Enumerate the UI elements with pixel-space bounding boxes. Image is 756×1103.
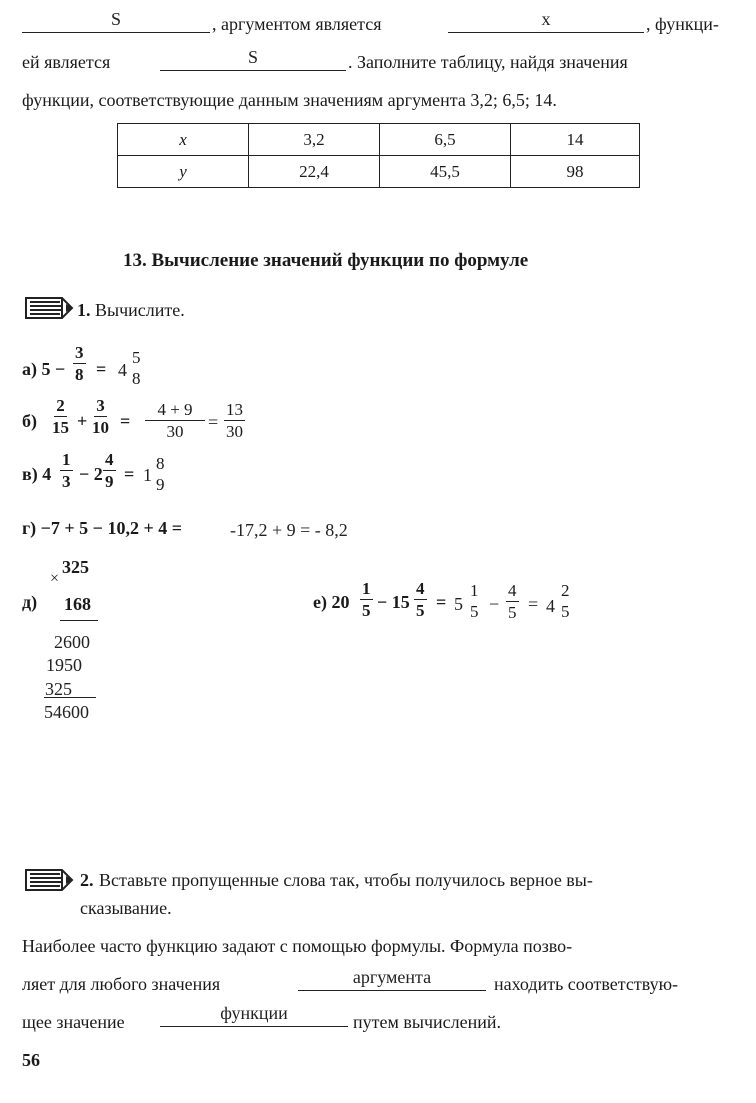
partial-product-1: 2600 [54,632,90,652]
blank-function-answer: функции [220,1003,288,1023]
intro-text-2: , функци- [646,14,719,34]
item-a-label: а) 5 − [22,359,66,379]
item-c-answer-whole: 1 [143,465,152,485]
table-cell: 3,2 [249,124,380,156]
multiply-sign: × [50,570,60,587]
task-2-number: 2. [80,870,94,890]
blank-argument-answer: аргумента [352,967,432,987]
item-f-fraction-1 [360,580,373,619]
equals-sign: = [96,359,107,379]
task-2-paragraph-3b: путем вычислений. [353,1012,502,1032]
item-c-label: в) 4 [22,464,52,484]
item-b-fraction-2 [90,397,111,436]
item-b-label: б) [22,411,37,431]
denominator: 9 [105,472,114,491]
value-table [117,123,640,188]
numerator: 3 [96,396,105,415]
denominator: 9 [156,475,165,494]
item-f-step-fraction-2 [506,582,519,621]
numerator: 13 [226,400,243,419]
item-e-label: д) [22,592,38,612]
multiplication-line [60,620,98,621]
denominator: 5 [416,601,425,620]
denominator: 5 [362,601,371,620]
section-title: 13. Вычисление значений функции по формуле [123,250,529,271]
task-1-text: Вычислите. [95,300,185,320]
table-cell: x [118,124,249,156]
equals-sign: = [208,412,219,432]
item-c-fraction-2 [103,451,116,490]
table-cell: 14 [511,124,640,156]
item-c-answer-fraction [154,455,167,493]
intro-text-4: . Заполните таблицу, найдя значения [348,52,628,72]
blank-argument[interactable] [298,968,486,991]
result-line [44,697,96,698]
numerator: 4 [416,579,425,598]
table-cell: 45,5 [380,156,511,188]
blank-3[interactable] [160,48,346,71]
item-b-fraction-1 [50,397,71,436]
task-1-number: 1. [77,300,91,320]
item-b-step-fraction [145,401,205,440]
denominator: 3 [62,472,71,491]
numerator: 1 [362,579,371,598]
intro-text-1: , аргументом является [212,14,382,34]
intro-text-3: ей является [22,52,111,72]
item-a-answer-whole: 4 [118,360,127,380]
task-2-text-1: Вставьте пропущенные слова так, чтобы получилось верное вы- [99,870,593,890]
denominator: 5 [508,603,517,622]
plus-sign: + [77,411,88,431]
table-cell: 22,4 [249,156,380,188]
item-a-answer-fraction [130,349,143,387]
blank-3-answer: S [247,47,258,67]
denominator: 15 [52,418,69,437]
equals-sign: = [436,592,447,612]
denominator: 10 [92,418,109,437]
table-cell: 98 [511,156,640,188]
blank-1-answer: S [110,9,121,29]
numerator: 1 [62,450,71,469]
task-2-paragraph-2a: ляет для любого значения [22,974,221,994]
table-row [118,124,640,156]
product-result: 54600 [44,702,89,722]
denominator: 8 [132,369,141,388]
partial-product-2: 1950 [46,655,82,675]
blank-2-answer: x [541,9,551,29]
pencil-icon [22,290,74,322]
numerator: 4 [105,450,114,469]
item-c-fraction-1 [60,451,73,490]
item-f-step-fraction-1 [468,582,481,620]
item-f-minus: − 15 [377,592,410,612]
task-2-paragraph-2b: находить соответствую- [494,974,679,994]
task-2-text-2: сказывание. [80,898,172,918]
equals-sign: = [124,464,135,484]
multiplier: 168 [64,594,91,614]
numerator: 8 [156,454,165,473]
minus-sign: − [489,594,500,614]
blank-2[interactable] [448,10,644,33]
numerator: 3 [75,343,84,362]
blank-function[interactable] [160,1004,348,1027]
item-d-answer: -17,2 + 9 = - 8,2 [230,520,348,540]
partial-product-3: 325 [45,679,72,699]
blank-1[interactable] [22,10,210,33]
multiplicand: 325 [62,557,89,577]
page-number: 56 [22,1050,40,1070]
table-cell: y [118,156,249,188]
denominator: 5 [561,602,570,621]
item-c-minus: − 2 [79,464,103,484]
pencil-icon [22,862,74,894]
numerator: 4 [508,581,517,600]
numerator: 2 [561,581,570,600]
equals-sign: = [528,594,539,614]
item-f-label: е) 20 [313,592,350,612]
item-d-expression: г) −7 + 5 − 10,2 + 4 = [22,518,182,538]
item-b-answer-fraction [224,401,245,440]
item-f-answer-fraction [559,582,572,620]
task-2-paragraph-1: Наиболее часто функцию задают с помощью формулы. Формула позво- [22,936,573,956]
item-f-answer-whole: 4 [546,596,555,616]
task-2-paragraph-3a: щее значение [22,1012,125,1032]
numerator: 4 + 9 [145,401,205,421]
denominator: 8 [75,365,84,384]
numerator: 5 [132,348,141,367]
item-f-step-whole: 5 [454,594,463,614]
denominator: 30 [226,422,243,441]
table-cell: 6,5 [380,124,511,156]
denominator: 5 [470,602,479,621]
item-f-fraction-2 [414,580,427,619]
numerator: 1 [470,581,479,600]
table-row [118,156,640,188]
intro-line-3: функции, соответствующие данным значениям аргумента 3,2; 6,5; 14. [22,90,557,110]
denominator: 30 [166,422,184,441]
item-a-fraction [73,344,86,383]
numerator: 2 [56,396,65,415]
equals-sign: = [120,411,131,431]
